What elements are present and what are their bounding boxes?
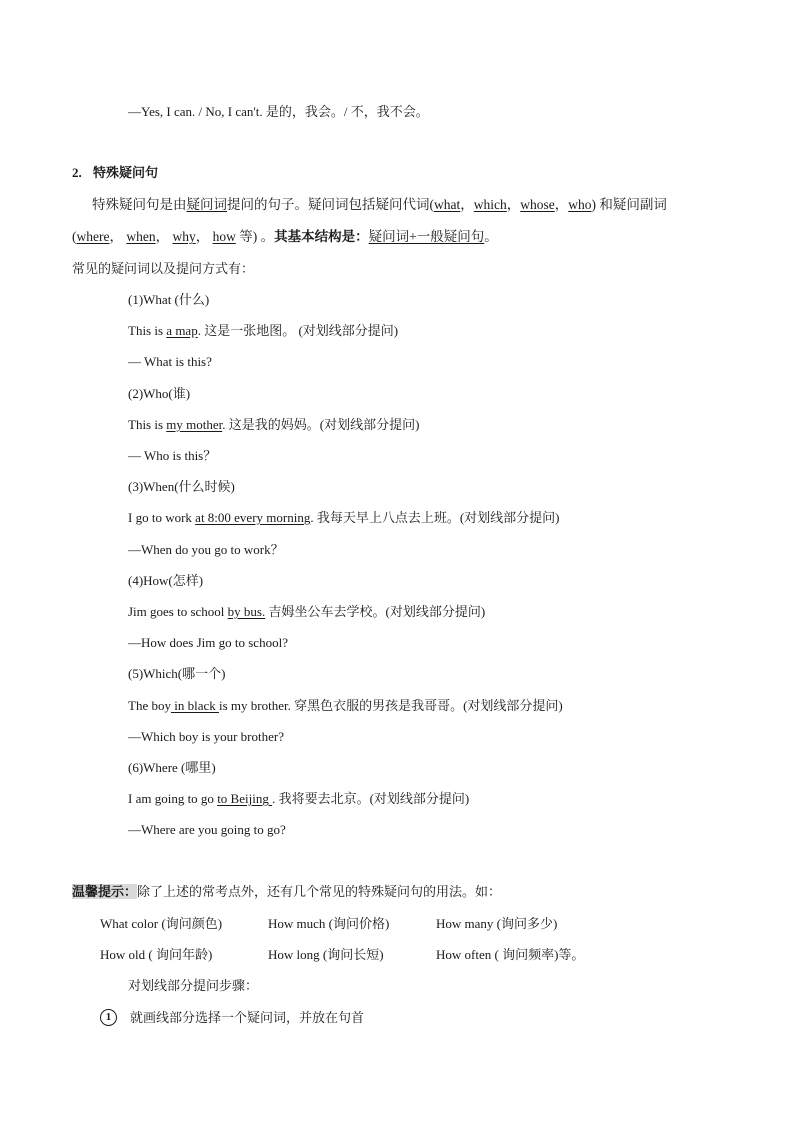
sentence-text: This is bbox=[128, 417, 167, 432]
adverb-how: how bbox=[212, 229, 236, 244]
tip-item-what-color: What color (询问颜色) bbox=[100, 916, 223, 931]
intro-line-2 bbox=[72, 228, 498, 246]
step-number-badge: 1 bbox=[100, 1009, 117, 1026]
tip-item-how-old: How old ( 询问年龄) bbox=[100, 947, 213, 962]
example-question-1: — What is this? bbox=[128, 354, 212, 369]
tip-item-how-much: How much (询问价格) bbox=[268, 916, 390, 931]
sentence-text: . 我每天早上八点去上班。(对划线部分提问) bbox=[310, 510, 560, 525]
example-heading-which: (5)Which(哪一个) bbox=[128, 666, 226, 681]
example-heading-how: (4)How(怎样) bbox=[128, 573, 204, 588]
example-question-2: — Who is this？ bbox=[128, 448, 217, 463]
section-title: 特殊疑问句 bbox=[93, 165, 159, 180]
intro-text: ( bbox=[72, 229, 77, 244]
sentence-text: 吉姆坐公车去学校。(对划线部分提问) bbox=[265, 604, 486, 619]
pronoun-who: who bbox=[568, 197, 592, 212]
section-heading bbox=[72, 164, 158, 182]
tip-item-how-many: How many (询问多少) bbox=[436, 916, 558, 931]
adverb-where: where bbox=[76, 229, 110, 244]
separator: ， bbox=[506, 197, 521, 212]
sentence-text: I go to work bbox=[128, 510, 196, 525]
separator: ， bbox=[460, 197, 474, 212]
intro-text: 特殊疑问句是由 bbox=[92, 197, 187, 212]
step-1-text: 就画线部分选择一个疑问词，并放在句首 bbox=[130, 1010, 365, 1025]
example-question-3: —When do you go to work？ bbox=[128, 542, 284, 557]
tip-item-how-often: How often ( 询问频率)等。 bbox=[436, 947, 585, 962]
adverb-when: when bbox=[126, 229, 156, 244]
pronoun-whose: whose bbox=[520, 197, 555, 212]
intro-keyword: 疑问词 bbox=[186, 197, 227, 212]
example-sentence-5 bbox=[128, 697, 563, 715]
sentence-text: . 这是一张地图。 (对划线部分提问) bbox=[197, 323, 399, 338]
sentence-text: . 我将要去北京。(对划线部分提问) bbox=[272, 791, 470, 806]
example-question-4: —How does Jim go to school? bbox=[128, 635, 288, 650]
pronoun-which: which bbox=[473, 197, 507, 212]
sentence-text: Jim goes to school bbox=[128, 604, 228, 619]
separator: ， bbox=[554, 197, 569, 212]
underlined-part: at 8:00 every morning bbox=[195, 510, 311, 525]
example-sentence-1 bbox=[128, 322, 398, 340]
structure-label: 其基本结构是： bbox=[274, 229, 369, 244]
tip-line bbox=[72, 883, 501, 901]
common-label: 常见的疑问词以及提问方式有： bbox=[72, 261, 255, 276]
example-question-6: —Where are you going to go? bbox=[128, 822, 286, 837]
intro-line-1 bbox=[92, 196, 667, 214]
tip-label: 温馨提示： bbox=[72, 884, 138, 899]
intro-text: ) 和疑问副词 bbox=[591, 197, 667, 212]
example-heading-where: (6)Where (哪里) bbox=[128, 760, 216, 775]
example-sentence-4 bbox=[128, 603, 485, 621]
underlined-part: my mother bbox=[166, 417, 223, 432]
separator: ， bbox=[155, 229, 170, 244]
section-number: 2. bbox=[72, 165, 82, 180]
structure-formula: 疑问词+一般疑问句 bbox=[368, 229, 485, 244]
tip-item-how-long: How long (询问长短) bbox=[268, 947, 384, 962]
underlined-part: in black bbox=[170, 698, 219, 713]
sentence-text: This is bbox=[128, 323, 167, 338]
top-answer-line: —Yes, I can. / No, I can't. 是的，我会。/ 不，我不会。 bbox=[128, 104, 429, 119]
underlined-part: a map bbox=[166, 323, 198, 338]
intro-text: 提问的句子。疑问词包括疑问代词( bbox=[227, 197, 434, 212]
adverb-why: why bbox=[172, 229, 196, 244]
example-question-5: —Which boy is your brother? bbox=[128, 729, 284, 744]
underlined-part: to Beijing bbox=[217, 791, 273, 806]
separator: ， bbox=[109, 229, 123, 244]
sentence-text: I am going to go bbox=[128, 791, 218, 806]
intro-text: 等) 。 bbox=[235, 229, 275, 244]
steps-label: 对划线部分提问步骤： bbox=[128, 978, 259, 993]
sentence-text: . 这是我的妈妈。(对划线部分提问) bbox=[222, 417, 420, 432]
pronoun-what: what bbox=[434, 197, 461, 212]
example-heading-who: (2)Who(谁) bbox=[128, 386, 191, 401]
underlined-part: by bus. bbox=[227, 604, 266, 619]
separator: ， bbox=[195, 229, 210, 244]
example-sentence-2 bbox=[128, 416, 419, 434]
example-heading-when: (3)When(什么时候) bbox=[128, 479, 235, 494]
example-heading-what: (1)What (什么) bbox=[128, 292, 210, 307]
tip-text: 除了上述的常考点外，还有几个常见的特殊疑问句的用法。如： bbox=[137, 884, 502, 899]
sentence-text: is my brother. 穿黑色衣服的男孩是我哥哥。(对划线部分提问) bbox=[218, 698, 563, 713]
intro-text: 。 bbox=[484, 229, 498, 244]
sentence-text: The boy bbox=[128, 698, 171, 713]
example-sentence-6 bbox=[128, 790, 469, 808]
example-sentence-3 bbox=[128, 509, 560, 527]
